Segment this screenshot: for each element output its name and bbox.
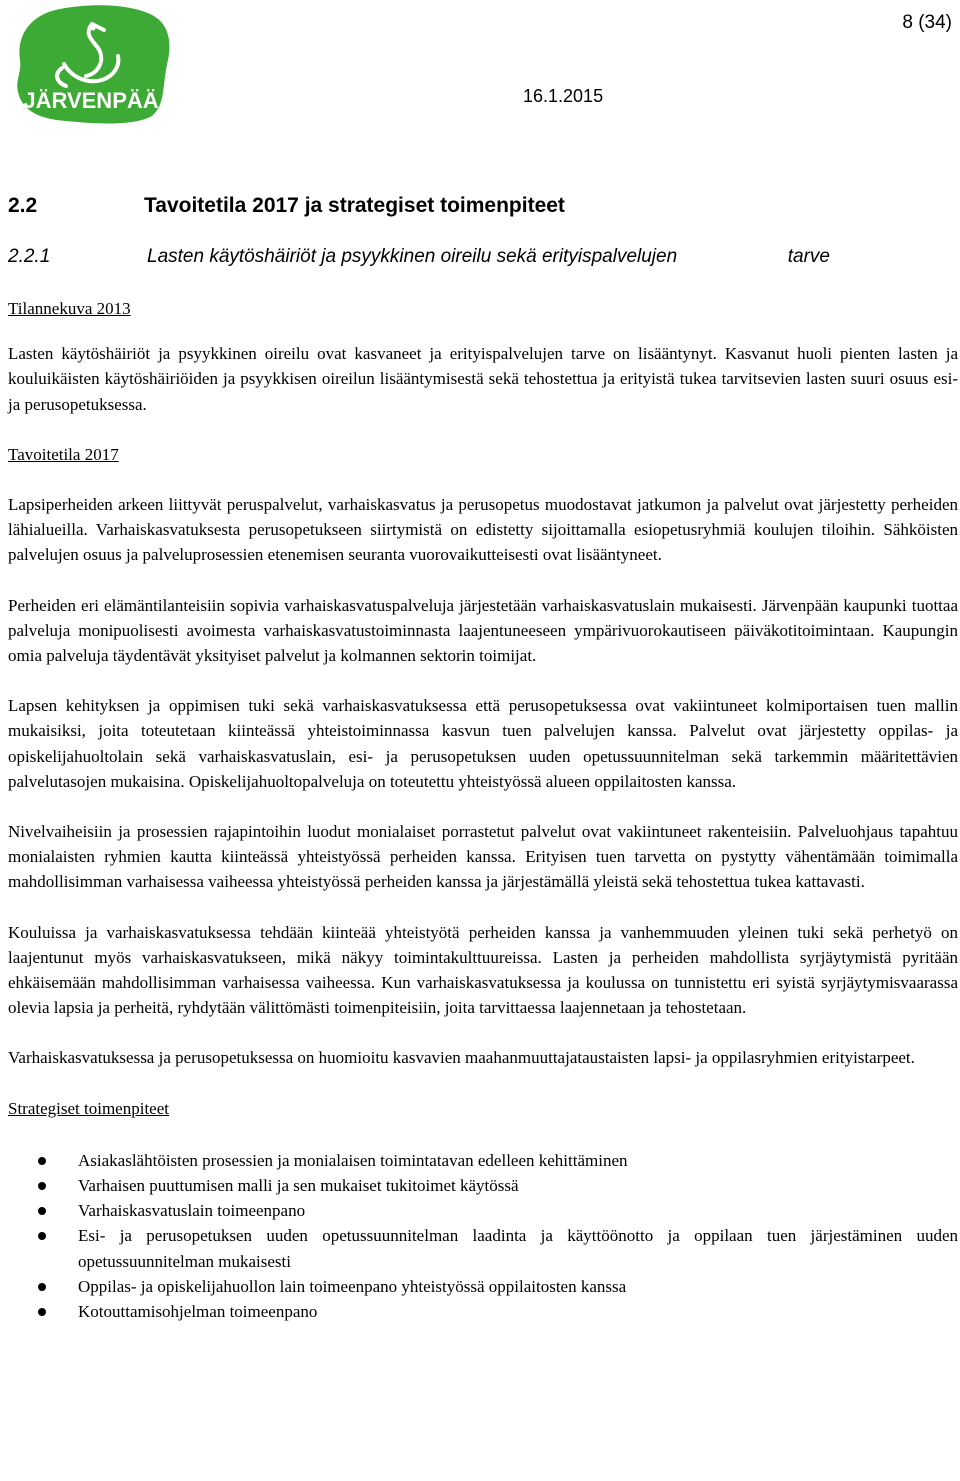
tilannekuva-heading: Tilannekuva 2013 [8, 299, 131, 318]
swan-logo-icon [10, 4, 172, 124]
strategiset-heading: Strategiset toimenpiteet [8, 1098, 169, 1118]
subsection-title: Lasten käytöshäiriöt ja psyykkinen oireilu sekä erityispalvelujen [147, 246, 678, 267]
list-item: Varhaisen puuttumisen malli ja sen mukaiset tukitoimet käytössä [8, 1173, 958, 1198]
tavoitetila-paragraph-2: Perheiden eri elämäntilanteisiin sopivia varhaiskasvatuspalveluja järjestetään varhaiskasvatuslain mukaisesti. Järvenpään kaupunki tuottaa palveluja monipuolisesti avoimesta varhaiskasvatustoiminnasta laajentuneeseen ympärivuorokautiseen päiväkotitoimintaan. Kaupungin omia palveluja täydentävät yksityiset palvelut ja kolmannen sektorin toimijat. [8, 595, 958, 666]
section-title: Tavoitetila 2017 ja strategiset toimenpiteet [144, 194, 565, 217]
tavoitetila-paragraph-5: Kouluissa ja varhaiskasvatuksessa tehdään kiinteää yhteistyötä perheiden kanssa ja vanhemmuuden yleinen tuki sekä perhetyö on laajentunut myös varhaiskasvatukseen, mikä näkyy toimintakulttuureissa. Lasten ja perheiden mahdollista syrjäytymistä pyritään ehkäisemään mahdollisimman varhaisessa vaiheessa. Kun varhaiskasvatuksessa ja koulussa on tunnistettu eri syistä syrjäytymisvaarassa olevia lapsia ja perheitä, ryhdytään välittömästi toimenpiteisiin, joita tarvittaessa laajennetaan ja tehostetaan. [8, 922, 958, 1018]
subsection-heading [8, 246, 830, 268]
tavoitetila-paragraph-3: Lapsen kehityksen ja oppimisen tuki sekä varhaiskasvatuksessa että perusopetuksessa ovat vakiintuneet kolmiportaisen tuen mallin mukaisiksi, joita toteutetaan kiinteässä yhteistoiminnassa kasvun tuen palvelujen kanssa. Palvelut ovat järjestetty oppilas- ja opiskelijahuoltolain sekä varhaiskasvatuslain, esi- ja perusopetuksen uuden opetussuunnitelman sekä tarkemmin määritettävien palvelutasojen mukaisina. Opiskelijahuoltopalveluja on toteutettu yhteistyössä alueen oppilaitosten kanssa. [8, 696, 958, 791]
list-item: Kotouttamisohjelman toimeenpano [8, 1299, 958, 1324]
subsection-number: 2.2.1 [8, 246, 51, 267]
jarvenpaa-logo [10, 4, 172, 124]
section-number: 2.2 [8, 194, 38, 217]
list-item: Oppilas- ja opiskelijahuollon lain toimeenpano yhteistyössä oppilaitosten kanssa [8, 1274, 958, 1299]
list-item: Varhaiskasvatuslain toimeenpano [8, 1198, 958, 1223]
tavoitetila-paragraph-1: Lapsiperheiden arkeen liittyvät peruspalvelut, varhaiskasvatus ja perusopetus muodostavat jatkumon ja palvelut ovat järjestetty perheiden lähialueilla. Varhaiskasvatuksesta perusopetukseen siirtymistä on edistetty sijoittamalla esiopetusryhmiä koulujen tiloihin. Sähköisten palvelujen osuus ja palveluprosessien etenemisen seuranta vuorovaikutteisesti ovat lisääntyneet. [8, 495, 958, 565]
document-body [8, 296, 958, 1324]
list-item: Esi- ja perusopetuksen uuden opetussuunnitelman laadinta ja käyttöönotto ja oppilaan tuen järjestäminen uuden opetussuunnitelman mukaisesti [8, 1223, 958, 1273]
section-heading [8, 194, 565, 218]
strategiset-list [8, 1148, 958, 1324]
document-date: 16.1.2015 [523, 86, 604, 106]
page-number: 8 (34) [902, 12, 952, 33]
tavoitetila-paragraph-4: Nivelvaiheisiin ja prosessien rajapintoihin luodut monialaiset porrastetut palvelut ovat vakiintuneet rakenteisiin. Palveluohjaus tapahtuu monialaisten ryhmien kautta kiinteässä yhteistyössä perheiden kanssa. Erityisen tuen tarvetta on pystytty vähentämään toimimalla mahdollisimman varhaisessa vaiheessa yhteistyössä perheiden kanssa ja järjestämällä yleistä sekä tehostettua tukea kattavasti. [8, 822, 958, 892]
subsection-title-tail: tarve [787, 246, 830, 267]
tilannekuva-paragraph: Lasten käytöshäiriöt ja psyykkinen oireilu ovat kasvaneet ja erityispalvelujen tarve on lisääntynyt. Kasvanut huoli pienten lasten ja kouluikäisten käytöshäiriöiden ja psyykkisen oireilun lisääntymisestä sekä tehostettua ja erityistä tukea tarvitsevien lasten suuri osuus esi- ja perusopetuksessa. [8, 344, 958, 414]
svg-text:JÄRVENPÄÄ: JÄRVENPÄÄ [23, 88, 159, 113]
tavoitetila-heading: Tavoitetila 2017 [8, 444, 119, 464]
list-item: Asiakaslähtöisten prosessien ja monialaisen toimintatavan edelleen kehittäminen [8, 1148, 958, 1173]
tavoitetila-paragraph-6: Varhaiskasvatuksessa ja perusopetuksessa on huomioitu kasvavien maahanmuuttajataustaisten lapsi- ja oppilasryhmien erityistarpeet. [8, 1048, 915, 1068]
